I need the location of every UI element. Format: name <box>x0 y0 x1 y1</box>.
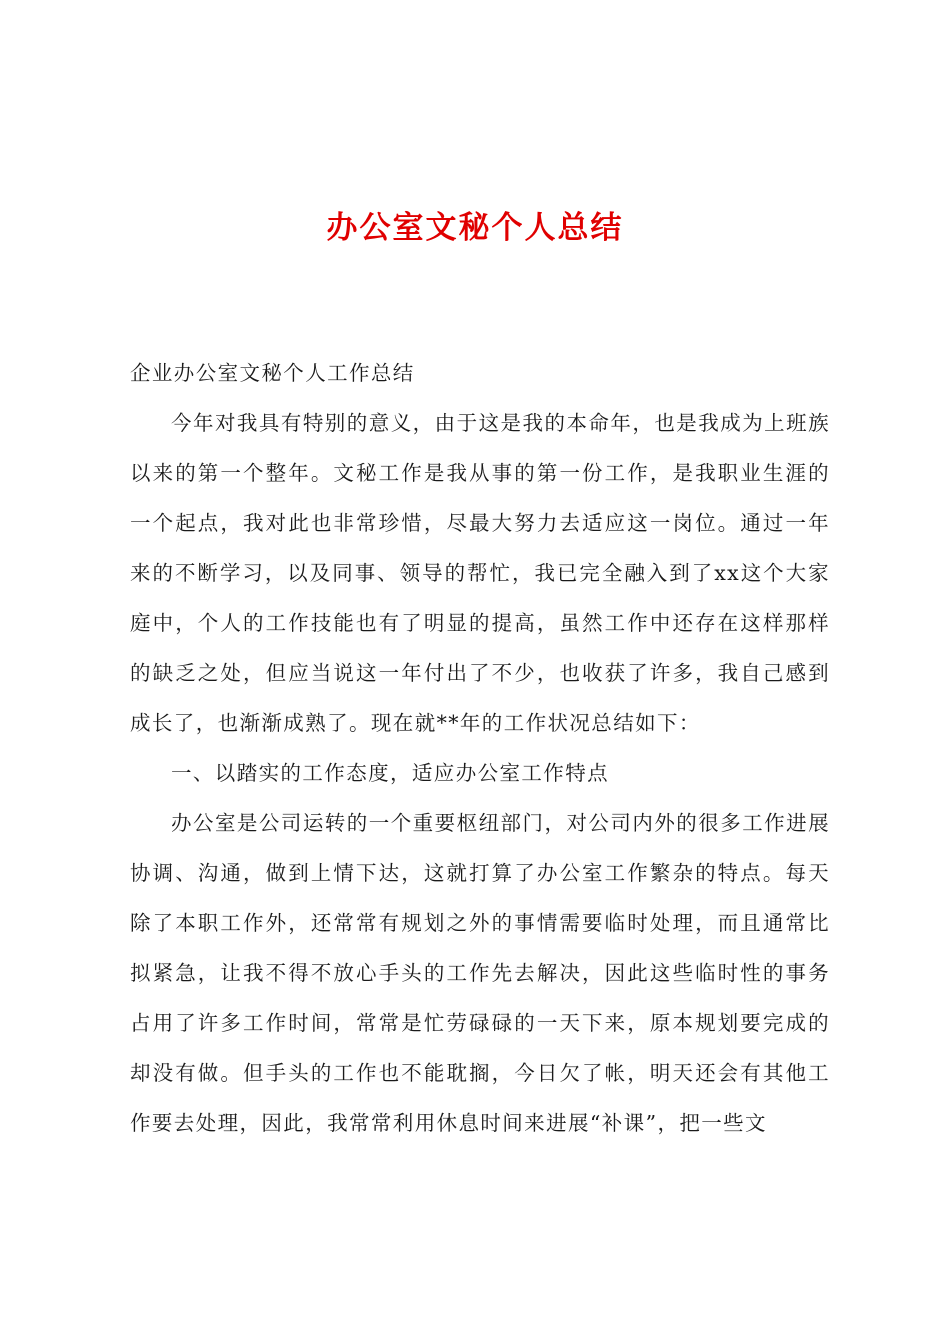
document-title: 办公室文秘个人总结 <box>326 210 624 246</box>
paragraph: 今年对我具有特别的意义，由于这是我的本命年，也是我成为上班族以来的第一个整年。文秘工作是我从事的第一份工作，是我职业生涯的一个起点，我对此也非常珍惜，尽最大努力去适应这一岗位。通过一年来的不断学习，以及同事、领导的帮忙，我已完全融入到了xx这个大家庭中，个人的工作技能也有了明显的提高，虽然工作中还存在这样那样的缺乏之处，但应当说这一年付出了不少，也收获了许多，我自己感到成长了，也渐渐成熟了。现在就**年的工作状况总结如下： <box>130 411 830 735</box>
document-subtitle: 企业办公室文秘个人工作总结 <box>130 361 415 385</box>
paragraph: 办公室是公司运转的一个重要枢纽部门，对公司内外的很多工作进展协调、沟通，做到上情下达，这就打算了办公室工作繁杂的特点。每天除了本职工作外，还常常有规划之外的事情需要临时处理，而且通常比拟紧急，让我不得不放心手头的工作先去解决，因此这些临时性的事务占用了许多工作时间，常常是忙劳碌碌的一天下来，原本规划要完成的却没有做。但手头的工作也不能耽搁，今日欠了帐，明天还会有其他工作要去处理，因此，我常常利用休息时间来进展“补课”，把一些文 <box>130 811 830 1135</box>
section-heading: 一、以踏实的工作态度，适应办公室工作特点 <box>171 761 609 785</box>
document-body <box>130 348 830 1148</box>
